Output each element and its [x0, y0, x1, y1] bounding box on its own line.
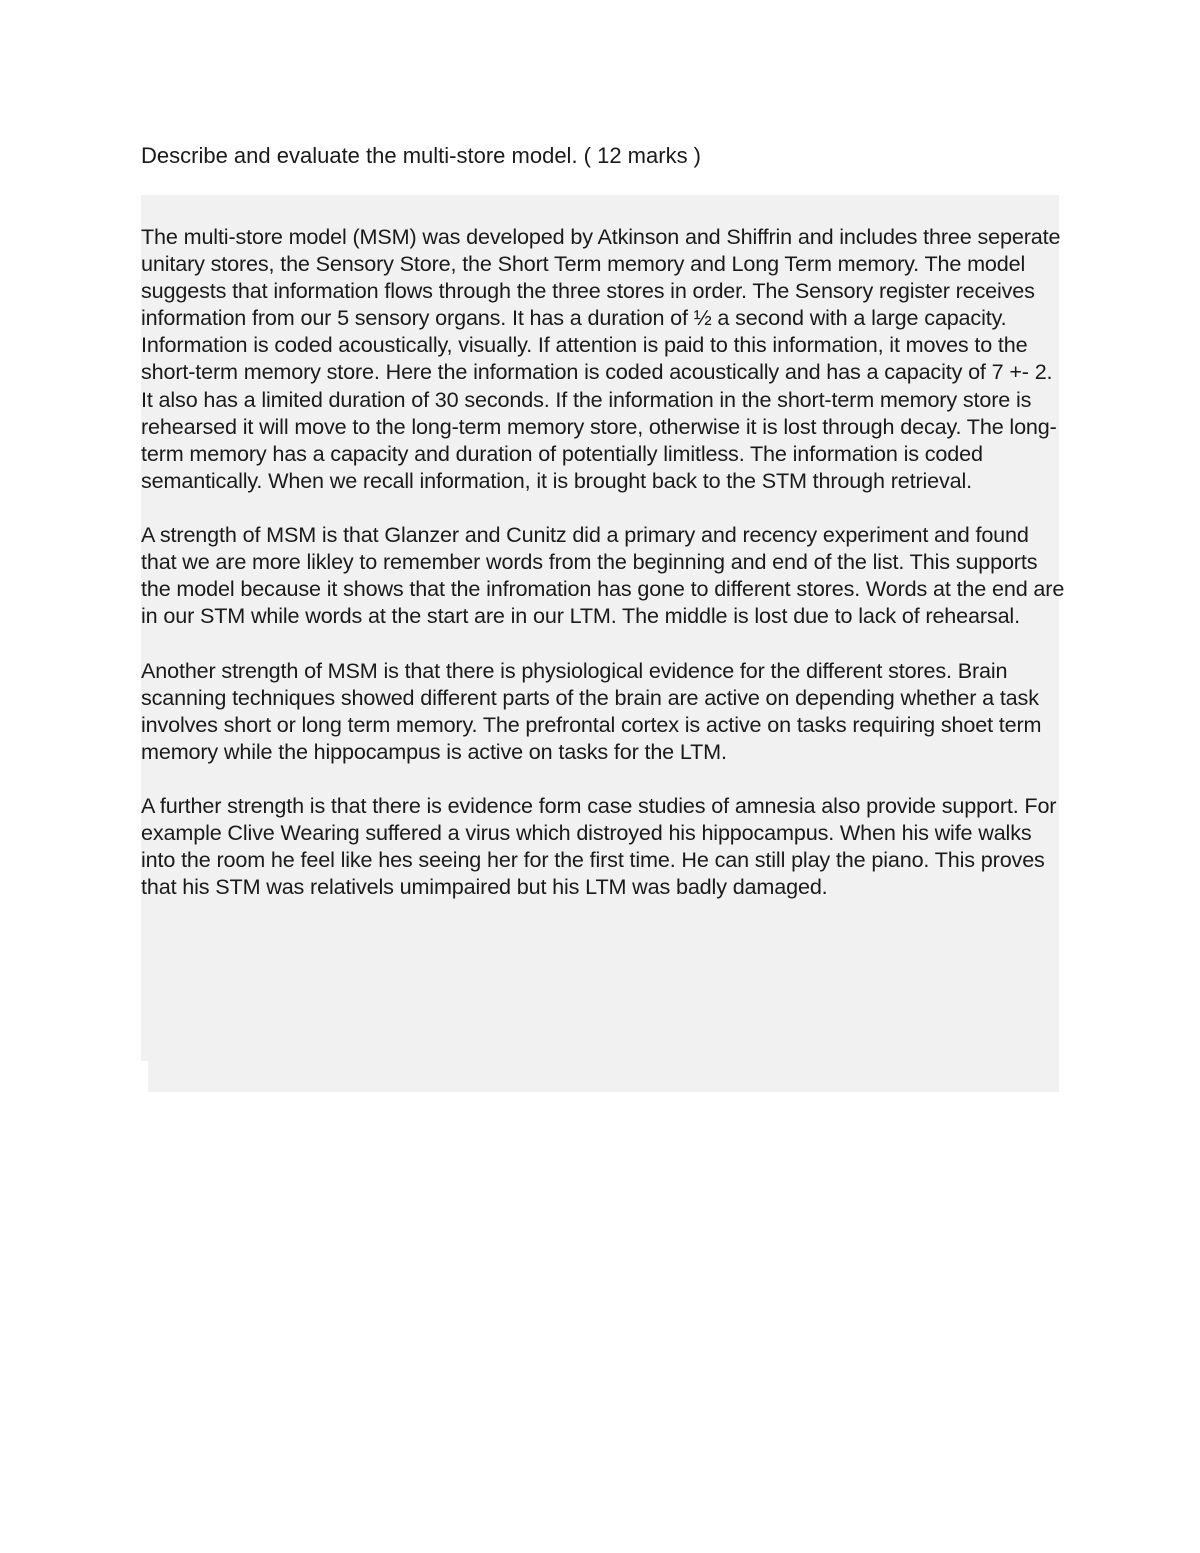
answer-paragraph-strength-physiological: Another strength of MSM is that there is physiological evidence for the different stores. Brain scanning techniques showed different parts of the brain are active on depending whether a task involves short or long term memory. The prefrontal cortex is active on tasks requiring shoet term memory while the hippocampus is active on tasks for the LTM. [141, 657, 1042, 764]
question-heading: Describe and evaluate the multi-store model. ( 12 marks ) [141, 143, 702, 168]
answer-text [141, 223, 1069, 927]
answer-paragraph-description: The multi-store model (MSM) was developed by Atkinson and Shiffrin and includes three seperate unitary stores, the Sensory Store, the Short Term memory and Long Term memory. The model suggests that information flows through the three stores in order. The Sensory register receives information from our 5 sensory organs. It has a duration of ½ a second with a large capacity. Information is coded acoustically, visually. If attention is paid to this information, it moves to the short-term memory store. Here the information is coded acoustically and has a capacity of 7 +- 2. It also has a limited duration of 30 seconds. If the information in the short-term memory store is rehearsed it will move to the long-term memory store, otherwise it is lost through decay. The long-term memory has a capacity and duration of potentially limitless. The information is coded semantically. When we recall information, it is brought back to the STM through retrieval. [141, 224, 1061, 493]
answer-box [141, 195, 1065, 1092]
answer-paragraph-strength-case-studies: A further strength is that there is evidence form case studies of amnesia also provide support. For example Clive Wearing suffered a virus which distroyed his hippocampus. When his wife walks into the room he feel like hes seeing her for the first time. He can still play the piano. This proves that his STM was relativels umimpaired but his LTM was badly damaged. [141, 792, 1057, 900]
answer-paragraph-strength-glanzer-cunitz: A strength of MSM is that Glanzer and Cunitz did a primary and recency experiment and found that we are more likley to remember words from the beginning and end of the list. This supports the model because it shows that the infromation has gone to different stores. Words at the end are in our STM while words at the start are in our LTM. The middle is lost due to lack of rehearsal. [141, 522, 1065, 629]
answer-box-notch [141, 1061, 148, 1092]
